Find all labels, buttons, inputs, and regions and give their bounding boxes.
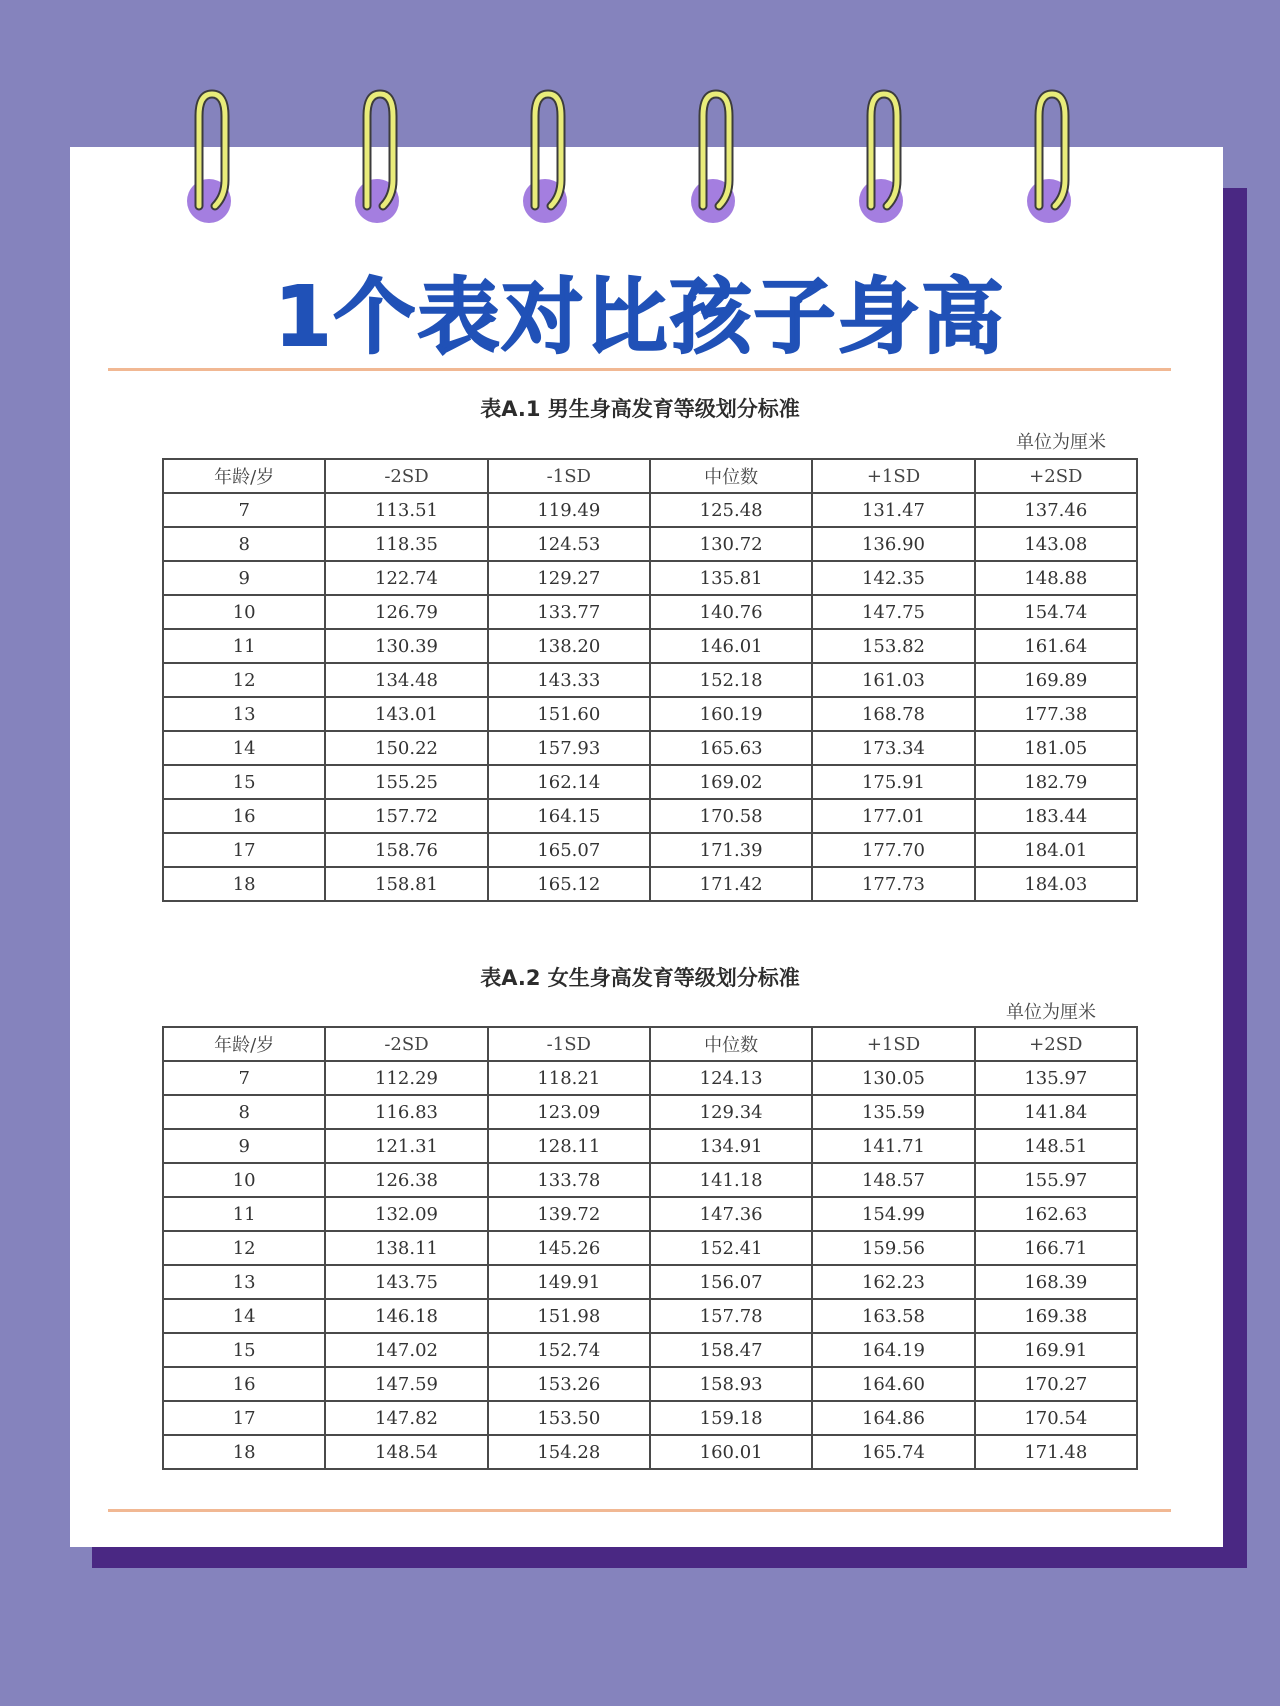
height-cell: 135.97 bbox=[975, 1061, 1137, 1095]
table-row bbox=[163, 1095, 1137, 1129]
height-cell: 169.91 bbox=[975, 1333, 1137, 1367]
age-cell: 11 bbox=[163, 629, 325, 663]
binder-ring-icon bbox=[177, 88, 237, 224]
height-cell: 116.83 bbox=[325, 1095, 487, 1129]
height-cell: 148.51 bbox=[975, 1129, 1137, 1163]
table-row bbox=[163, 595, 1137, 629]
height-cell: 131.47 bbox=[812, 493, 974, 527]
age-cell: 13 bbox=[163, 697, 325, 731]
binder-ring-icon bbox=[345, 88, 405, 224]
height-cell: 142.35 bbox=[812, 561, 974, 595]
table-row bbox=[163, 731, 1137, 765]
height-cell: 151.98 bbox=[488, 1299, 650, 1333]
table-row bbox=[163, 1367, 1137, 1401]
height-cell: 165.63 bbox=[650, 731, 812, 765]
height-cell: 118.21 bbox=[488, 1061, 650, 1095]
boys-height-table bbox=[162, 458, 1138, 902]
height-cell: 163.58 bbox=[812, 1299, 974, 1333]
height-cell: 159.56 bbox=[812, 1231, 974, 1265]
height-cell: 136.90 bbox=[812, 527, 974, 561]
height-cell: 143.33 bbox=[488, 663, 650, 697]
height-cell: 169.02 bbox=[650, 765, 812, 799]
column-header: 年龄/岁 bbox=[163, 1027, 325, 1061]
girls-height-table bbox=[162, 1026, 1138, 1470]
height-cell: 134.91 bbox=[650, 1129, 812, 1163]
height-cell: 134.48 bbox=[325, 663, 487, 697]
age-cell: 7 bbox=[163, 493, 325, 527]
height-cell: 137.46 bbox=[975, 493, 1137, 527]
height-cell: 133.77 bbox=[488, 595, 650, 629]
height-cell: 160.01 bbox=[650, 1435, 812, 1469]
height-cell: 184.03 bbox=[975, 867, 1137, 901]
height-cell: 158.76 bbox=[325, 833, 487, 867]
column-header: -1SD bbox=[488, 1027, 650, 1061]
height-cell: 145.26 bbox=[488, 1231, 650, 1265]
height-cell: 133.78 bbox=[488, 1163, 650, 1197]
binder-ring-icon bbox=[849, 88, 909, 224]
table-row bbox=[163, 1401, 1137, 1435]
age-cell: 14 bbox=[163, 731, 325, 765]
height-cell: 122.74 bbox=[325, 561, 487, 595]
height-cell: 184.01 bbox=[975, 833, 1137, 867]
table-row bbox=[163, 527, 1137, 561]
height-cell: 153.82 bbox=[812, 629, 974, 663]
height-cell: 158.81 bbox=[325, 867, 487, 901]
height-cell: 169.38 bbox=[975, 1299, 1137, 1333]
age-cell: 18 bbox=[163, 867, 325, 901]
height-cell: 147.36 bbox=[650, 1197, 812, 1231]
height-cell: 158.93 bbox=[650, 1367, 812, 1401]
height-cell: 140.76 bbox=[650, 595, 812, 629]
height-cell: 130.05 bbox=[812, 1061, 974, 1095]
height-cell: 170.27 bbox=[975, 1367, 1137, 1401]
height-cell: 125.48 bbox=[650, 493, 812, 527]
height-cell: 155.97 bbox=[975, 1163, 1137, 1197]
column-header: +1SD bbox=[812, 459, 974, 493]
age-cell: 10 bbox=[163, 1163, 325, 1197]
age-cell: 17 bbox=[163, 1401, 325, 1435]
height-cell: 161.03 bbox=[812, 663, 974, 697]
height-cell: 177.73 bbox=[812, 867, 974, 901]
height-cell: 152.18 bbox=[650, 663, 812, 697]
age-cell: 17 bbox=[163, 833, 325, 867]
height-cell: 141.18 bbox=[650, 1163, 812, 1197]
height-cell: 135.81 bbox=[650, 561, 812, 595]
height-cell: 171.39 bbox=[650, 833, 812, 867]
height-cell: 147.82 bbox=[325, 1401, 487, 1435]
height-cell: 119.49 bbox=[488, 493, 650, 527]
age-cell: 16 bbox=[163, 799, 325, 833]
height-cell: 130.39 bbox=[325, 629, 487, 663]
age-cell: 9 bbox=[163, 1129, 325, 1163]
table-row bbox=[163, 1163, 1137, 1197]
height-cell: 182.79 bbox=[975, 765, 1137, 799]
height-cell: 165.12 bbox=[488, 867, 650, 901]
height-cell: 138.20 bbox=[488, 629, 650, 663]
height-cell: 112.29 bbox=[325, 1061, 487, 1095]
age-cell: 13 bbox=[163, 1265, 325, 1299]
column-header: -1SD bbox=[488, 459, 650, 493]
age-cell: 18 bbox=[163, 1435, 325, 1469]
table-row bbox=[163, 1129, 1137, 1163]
height-cell: 168.39 bbox=[975, 1265, 1137, 1299]
height-cell: 113.51 bbox=[325, 493, 487, 527]
height-cell: 170.54 bbox=[975, 1401, 1137, 1435]
girls-table-caption: 表A.2 女生身高发育等级划分标准 bbox=[480, 966, 800, 990]
height-cell: 166.71 bbox=[975, 1231, 1137, 1265]
age-cell: 16 bbox=[163, 1367, 325, 1401]
height-cell: 135.59 bbox=[812, 1095, 974, 1129]
age-cell: 12 bbox=[163, 1231, 325, 1265]
height-cell: 156.07 bbox=[650, 1265, 812, 1299]
height-cell: 170.58 bbox=[650, 799, 812, 833]
age-cell: 14 bbox=[163, 1299, 325, 1333]
table-row bbox=[163, 561, 1137, 595]
column-header: 中位数 bbox=[650, 459, 812, 493]
height-cell: 149.91 bbox=[488, 1265, 650, 1299]
height-cell: 151.60 bbox=[488, 697, 650, 731]
height-cell: 162.23 bbox=[812, 1265, 974, 1299]
height-cell: 164.15 bbox=[488, 799, 650, 833]
table-row bbox=[163, 1265, 1137, 1299]
height-cell: 129.27 bbox=[488, 561, 650, 595]
column-header: -2SD bbox=[325, 1027, 487, 1061]
height-cell: 147.75 bbox=[812, 595, 974, 629]
binder-ring-icon bbox=[681, 88, 741, 224]
height-cell: 157.72 bbox=[325, 799, 487, 833]
height-cell: 154.74 bbox=[975, 595, 1137, 629]
height-cell: 164.19 bbox=[812, 1333, 974, 1367]
height-cell: 141.84 bbox=[975, 1095, 1137, 1129]
height-cell: 183.44 bbox=[975, 799, 1137, 833]
height-cell: 165.07 bbox=[488, 833, 650, 867]
girls-unit-label: 单位为厘米 bbox=[1006, 1002, 1096, 1023]
height-cell: 177.70 bbox=[812, 833, 974, 867]
table-row bbox=[163, 1061, 1137, 1095]
column-header: +2SD bbox=[975, 459, 1137, 493]
height-cell: 161.64 bbox=[975, 629, 1137, 663]
height-cell: 124.53 bbox=[488, 527, 650, 561]
height-cell: 152.74 bbox=[488, 1333, 650, 1367]
height-cell: 154.28 bbox=[488, 1435, 650, 1469]
height-cell: 128.11 bbox=[488, 1129, 650, 1163]
height-cell: 155.25 bbox=[325, 765, 487, 799]
height-cell: 130.72 bbox=[650, 527, 812, 561]
height-cell: 143.01 bbox=[325, 697, 487, 731]
height-cell: 143.75 bbox=[325, 1265, 487, 1299]
height-cell: 147.59 bbox=[325, 1367, 487, 1401]
height-cell: 132.09 bbox=[325, 1197, 487, 1231]
height-cell: 143.08 bbox=[975, 527, 1137, 561]
column-header: +1SD bbox=[812, 1027, 974, 1061]
height-cell: 148.57 bbox=[812, 1163, 974, 1197]
table-row bbox=[163, 663, 1137, 697]
height-cell: 148.54 bbox=[325, 1435, 487, 1469]
column-header: 中位数 bbox=[650, 1027, 812, 1061]
table-row bbox=[163, 833, 1137, 867]
column-header: -2SD bbox=[325, 459, 487, 493]
height-cell: 168.78 bbox=[812, 697, 974, 731]
height-cell: 157.78 bbox=[650, 1299, 812, 1333]
height-cell: 165.74 bbox=[812, 1435, 974, 1469]
height-cell: 164.60 bbox=[812, 1367, 974, 1401]
height-cell: 146.01 bbox=[650, 629, 812, 663]
height-cell: 146.18 bbox=[325, 1299, 487, 1333]
table-row bbox=[163, 1299, 1137, 1333]
age-cell: 8 bbox=[163, 527, 325, 561]
height-cell: 152.41 bbox=[650, 1231, 812, 1265]
height-cell: 173.34 bbox=[812, 731, 974, 765]
height-cell: 177.38 bbox=[975, 697, 1137, 731]
table-header-row bbox=[163, 1027, 1137, 1061]
height-cell: 126.79 bbox=[325, 595, 487, 629]
age-cell: 11 bbox=[163, 1197, 325, 1231]
table-row bbox=[163, 1435, 1137, 1469]
table-row bbox=[163, 867, 1137, 901]
height-cell: 139.72 bbox=[488, 1197, 650, 1231]
age-cell: 7 bbox=[163, 1061, 325, 1095]
table-row bbox=[163, 1231, 1137, 1265]
height-cell: 181.05 bbox=[975, 731, 1137, 765]
height-cell: 148.88 bbox=[975, 561, 1137, 595]
height-cell: 154.99 bbox=[812, 1197, 974, 1231]
binder-ring-icon bbox=[1017, 88, 1077, 224]
height-cell: 177.01 bbox=[812, 799, 974, 833]
table-row bbox=[163, 629, 1137, 663]
bottom-divider bbox=[108, 1509, 1171, 1512]
age-cell: 9 bbox=[163, 561, 325, 595]
boys-unit-label: 单位为厘米 bbox=[1016, 432, 1106, 453]
height-cell: 141.71 bbox=[812, 1129, 974, 1163]
age-cell: 15 bbox=[163, 1333, 325, 1367]
height-cell: 153.26 bbox=[488, 1367, 650, 1401]
height-cell: 162.14 bbox=[488, 765, 650, 799]
age-cell: 8 bbox=[163, 1095, 325, 1129]
height-cell: 124.13 bbox=[650, 1061, 812, 1095]
height-cell: 164.86 bbox=[812, 1401, 974, 1435]
binder-ring-icon bbox=[513, 88, 573, 224]
boys-table-caption: 表A.1 男生身高发育等级划分标准 bbox=[480, 397, 800, 421]
top-divider bbox=[108, 368, 1171, 371]
height-cell: 160.19 bbox=[650, 697, 812, 731]
age-cell: 15 bbox=[163, 765, 325, 799]
table-row bbox=[163, 697, 1137, 731]
height-cell: 175.91 bbox=[812, 765, 974, 799]
column-header: 年龄/岁 bbox=[163, 459, 325, 493]
height-cell: 150.22 bbox=[325, 731, 487, 765]
height-cell: 118.35 bbox=[325, 527, 487, 561]
height-cell: 157.93 bbox=[488, 731, 650, 765]
height-cell: 121.31 bbox=[325, 1129, 487, 1163]
height-cell: 169.89 bbox=[975, 663, 1137, 697]
height-cell: 171.42 bbox=[650, 867, 812, 901]
table-row bbox=[163, 799, 1137, 833]
table-header-row bbox=[163, 459, 1137, 493]
height-cell: 162.63 bbox=[975, 1197, 1137, 1231]
table-row bbox=[163, 493, 1137, 527]
table-row bbox=[163, 1333, 1137, 1367]
height-cell: 159.18 bbox=[650, 1401, 812, 1435]
age-cell: 12 bbox=[163, 663, 325, 697]
height-cell: 171.48 bbox=[975, 1435, 1137, 1469]
height-cell: 158.47 bbox=[650, 1333, 812, 1367]
page-title: 1个表对比孩子身高 bbox=[274, 270, 1006, 365]
height-cell: 123.09 bbox=[488, 1095, 650, 1129]
table-row bbox=[163, 1197, 1137, 1231]
age-cell: 10 bbox=[163, 595, 325, 629]
height-cell: 126.38 bbox=[325, 1163, 487, 1197]
height-cell: 153.50 bbox=[488, 1401, 650, 1435]
table-row bbox=[163, 765, 1137, 799]
height-cell: 138.11 bbox=[325, 1231, 487, 1265]
height-cell: 147.02 bbox=[325, 1333, 487, 1367]
height-cell: 129.34 bbox=[650, 1095, 812, 1129]
column-header: +2SD bbox=[975, 1027, 1137, 1061]
